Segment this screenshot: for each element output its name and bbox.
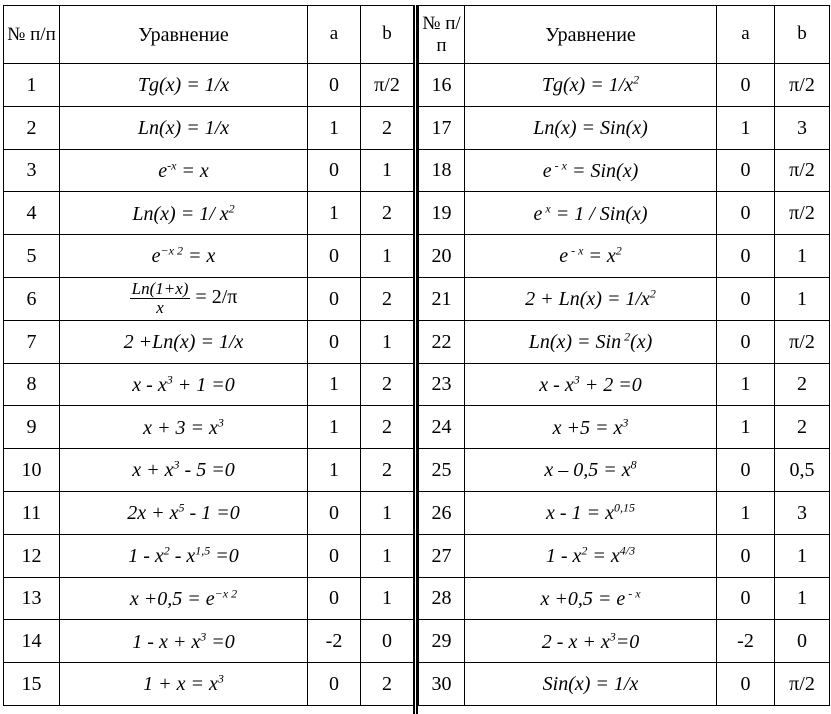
equation-text: Tg(x) = 1/x — [137, 73, 230, 96]
row-b: 3 — [775, 106, 830, 149]
row-a: 1 — [308, 449, 361, 492]
fraction: $\frac{Ln(1+x)}{x}$ — [131, 278, 189, 318]
row-number: 2 — [4, 106, 60, 149]
row-b: 2 — [361, 406, 414, 449]
equation-text: $Tg(x) = 1/x^2$ — [541, 72, 640, 97]
row-number: 7 — [4, 320, 60, 363]
table-row — [4, 64, 414, 107]
header-number: № п/п — [4, 6, 60, 64]
equation-text: $x + x^3 - 5 =0$ — [132, 457, 235, 482]
row-b: 1 — [775, 235, 830, 278]
equation-text: $x - x^3 + 1 =0$ — [132, 372, 235, 396]
row-b: 2 — [361, 277, 414, 320]
table-row — [4, 577, 414, 620]
row-number: 23 — [419, 363, 465, 406]
row-b: 1 — [775, 277, 830, 320]
row-a: 0 — [308, 277, 361, 320]
header-a: a — [308, 6, 361, 64]
header-row — [419, 6, 830, 64]
row-equation — [60, 491, 308, 534]
row-b: π/2 — [775, 192, 830, 235]
table-row — [4, 277, 414, 320]
row-number: 1 — [4, 64, 60, 107]
row-a: 0 — [717, 449, 775, 492]
row-b: 2 — [361, 663, 414, 706]
row-number: 22 — [419, 320, 465, 363]
equation-text: $1 - x^2 - x^{1,5} =0$ — [128, 543, 239, 567]
row-number: 17 — [419, 106, 465, 149]
table-row — [419, 663, 830, 706]
equation-text: $x - 0,5 = x^8$ — [544, 457, 637, 482]
table-row — [419, 363, 830, 406]
table-row — [419, 64, 830, 107]
row-a: 0 — [308, 491, 361, 534]
equation-text: $2x + x^5 - 1 =0$ — [127, 500, 240, 525]
row-a: 1 — [717, 491, 775, 534]
row-number: 8 — [4, 363, 60, 406]
equation-text: $1 - x^2 = x^{4/3}$ — [545, 543, 636, 567]
equation-text: $e^{-x} = x$ — [158, 158, 209, 182]
row-equation — [60, 406, 308, 449]
row-equation — [60, 149, 308, 192]
row-equation — [465, 277, 717, 320]
row-equation — [465, 406, 717, 449]
row-b: 1 — [775, 577, 830, 620]
row-b: π/2 — [775, 320, 830, 363]
row-number: 3 — [4, 149, 60, 192]
equation-text: Ln(x) = 1/ $x^2$ — [132, 200, 235, 225]
table-row — [419, 491, 830, 534]
row-a: -2 — [717, 620, 775, 663]
row-b: π/2 — [775, 663, 830, 706]
header-b: b — [361, 6, 414, 64]
row-b: 1 — [361, 149, 414, 192]
row-number: 28 — [419, 577, 465, 620]
row-equation — [60, 277, 308, 320]
table-row — [4, 449, 414, 492]
row-b: 1 — [361, 534, 414, 577]
equation-text: $x + 3 = x^3$ — [143, 414, 224, 439]
row-a: 0 — [717, 235, 775, 278]
row-equation — [60, 320, 308, 363]
table-row — [419, 106, 830, 149]
row-b: 1 — [361, 577, 414, 620]
row-number: 6 — [4, 277, 60, 320]
row-a: 1 — [717, 363, 775, 406]
row-number: 4 — [4, 192, 60, 235]
table-row — [4, 620, 414, 663]
equation-text: $2 - x + x^3=0$ — [541, 628, 640, 653]
equation-text: $x - x^3 + 2 =0$ — [539, 372, 642, 396]
row-a: 0 — [717, 663, 775, 706]
row-b: 2 — [361, 449, 414, 492]
row-a: 0 — [717, 277, 775, 320]
row-a: 0 — [308, 534, 361, 577]
row-number: 12 — [4, 534, 60, 577]
equation-text: 2 +Ln(x) = 1/x — [123, 330, 244, 353]
row-equation — [60, 363, 308, 406]
header-equation: Уравнение — [465, 6, 717, 64]
row-equation — [60, 235, 308, 278]
table-row — [419, 577, 830, 620]
row-number: 27 — [419, 534, 465, 577]
equation-text: $x - 1 = x^{0,15}$ — [546, 500, 635, 525]
row-b: 1 — [361, 235, 414, 278]
table-row — [419, 192, 830, 235]
equation-text: $1 - x + x^3 =0$ — [132, 628, 235, 653]
row-equation — [60, 534, 308, 577]
row-equation — [465, 320, 717, 363]
row-number: 13 — [4, 577, 60, 620]
row-number: 30 — [419, 663, 465, 706]
table-row — [419, 449, 830, 492]
equation-text: Ln(x) = Sin(x) — [533, 116, 648, 139]
header-row — [4, 6, 414, 64]
row-number: 29 — [419, 620, 465, 663]
header-b: b — [775, 6, 830, 64]
row-equation — [465, 149, 717, 192]
table-row — [4, 192, 414, 235]
row-a: 0 — [717, 192, 775, 235]
row-b: 1 — [361, 491, 414, 534]
row-b: 0,5 — [775, 449, 830, 492]
row-b: π/2 — [775, 64, 830, 107]
row-a: 1 — [308, 363, 361, 406]
row-b: 3 — [775, 491, 830, 534]
row-equation — [60, 106, 308, 149]
table-row — [419, 406, 830, 449]
row-b: 2 — [775, 406, 830, 449]
row-equation — [465, 64, 717, 107]
row-equation — [60, 449, 308, 492]
table-row — [419, 320, 830, 363]
header-number: № п/п — [419, 6, 465, 64]
equation-text: $\frac{Ln(1+x)}{x}$ = 2/π — [131, 278, 238, 318]
table-row — [4, 534, 414, 577]
header-a: a — [717, 6, 775, 64]
row-a: 1 — [308, 192, 361, 235]
table-right — [418, 5, 829, 706]
row-equation — [465, 663, 717, 706]
table-row — [419, 235, 830, 278]
row-a: 0 — [717, 64, 775, 107]
equation-text: $2 + Ln(x) = 1/x^2$ — [525, 286, 656, 311]
row-number: 15 — [4, 663, 60, 706]
row-a: 0 — [308, 235, 361, 278]
row-a: 1 — [308, 406, 361, 449]
row-b: 2 — [361, 192, 414, 235]
row-equation — [60, 620, 308, 663]
table-row — [419, 620, 830, 663]
equation-text: e $^x$ = 1 / Sin(x) — [533, 200, 648, 225]
table-row — [419, 277, 830, 320]
row-a: 0 — [308, 663, 361, 706]
row-equation — [60, 577, 308, 620]
table-row — [4, 491, 414, 534]
row-number: 16 — [419, 64, 465, 107]
row-b: 2 — [775, 363, 830, 406]
row-a: 0 — [717, 149, 775, 192]
table-row — [4, 363, 414, 406]
equation-text: $x +5 = x^3$ — [552, 414, 629, 439]
row-a: 0 — [717, 577, 775, 620]
row-a: 1 — [717, 406, 775, 449]
row-b: 0 — [775, 620, 830, 663]
row-number: 14 — [4, 620, 60, 663]
equation-text: $x +0,5 = e^{-x 2}$ — [129, 586, 238, 610]
row-number: 18 — [419, 149, 465, 192]
equation-text: $e^{-x 2} = x$ — [151, 243, 216, 268]
row-a: 1 — [308, 106, 361, 149]
row-number: 20 — [419, 235, 465, 278]
row-equation — [60, 663, 308, 706]
row-number: 5 — [4, 235, 60, 278]
row-equation — [465, 491, 717, 534]
table-row — [4, 320, 414, 363]
row-a: 0 — [308, 149, 361, 192]
row-b: 1 — [775, 534, 830, 577]
table-row — [4, 406, 414, 449]
row-b: 1 — [361, 320, 414, 363]
row-a: 0 — [308, 320, 361, 363]
row-a: 0 — [308, 64, 361, 107]
equation-text: Ln(x) = 1/x — [137, 116, 230, 139]
row-number: 21 — [419, 277, 465, 320]
row-number: 26 — [419, 491, 465, 534]
table-row — [4, 235, 414, 278]
row-equation — [465, 363, 717, 406]
row-equation — [465, 577, 717, 620]
equation-text: x +0,5 = e $^{- x}$ — [540, 586, 641, 610]
row-equation — [465, 534, 717, 577]
row-a: 0 — [717, 320, 775, 363]
row-b: 2 — [361, 363, 414, 406]
table-row — [419, 149, 830, 192]
row-b: 0 — [361, 620, 414, 663]
row-number: 25 — [419, 449, 465, 492]
row-a: 0 — [308, 577, 361, 620]
row-b: 2 — [361, 106, 414, 149]
equation-text: $1 + x = x^3$ — [143, 671, 224, 696]
equation-text: Sin(x) = 1/x — [542, 673, 639, 696]
table-row — [4, 106, 414, 149]
table-row — [4, 149, 414, 192]
row-b: π/2 — [775, 149, 830, 192]
row-equation — [60, 192, 308, 235]
equation-text: Ln(x) = Sin $^2$(x) — [528, 329, 653, 353]
row-equation — [465, 449, 717, 492]
header-equation: Уравнение — [60, 6, 308, 64]
row-equation — [465, 106, 717, 149]
equation-text: e $^{- x} = x^2$ — [559, 243, 622, 268]
row-equation — [60, 64, 308, 107]
row-number: 19 — [419, 192, 465, 235]
table-row — [4, 663, 414, 706]
row-a: -2 — [308, 620, 361, 663]
row-number: 9 — [4, 406, 60, 449]
row-a: 0 — [717, 534, 775, 577]
row-number: 24 — [419, 406, 465, 449]
table-row — [419, 534, 830, 577]
row-equation — [465, 235, 717, 278]
row-equation — [465, 620, 717, 663]
equation-text: e $^{- x}$ = Sin(x) — [542, 158, 639, 182]
row-b: π/2 — [361, 64, 414, 107]
row-a: 1 — [717, 106, 775, 149]
table-left — [3, 5, 413, 706]
row-equation — [465, 192, 717, 235]
row-number: 11 — [4, 491, 60, 534]
row-number: 10 — [4, 449, 60, 492]
